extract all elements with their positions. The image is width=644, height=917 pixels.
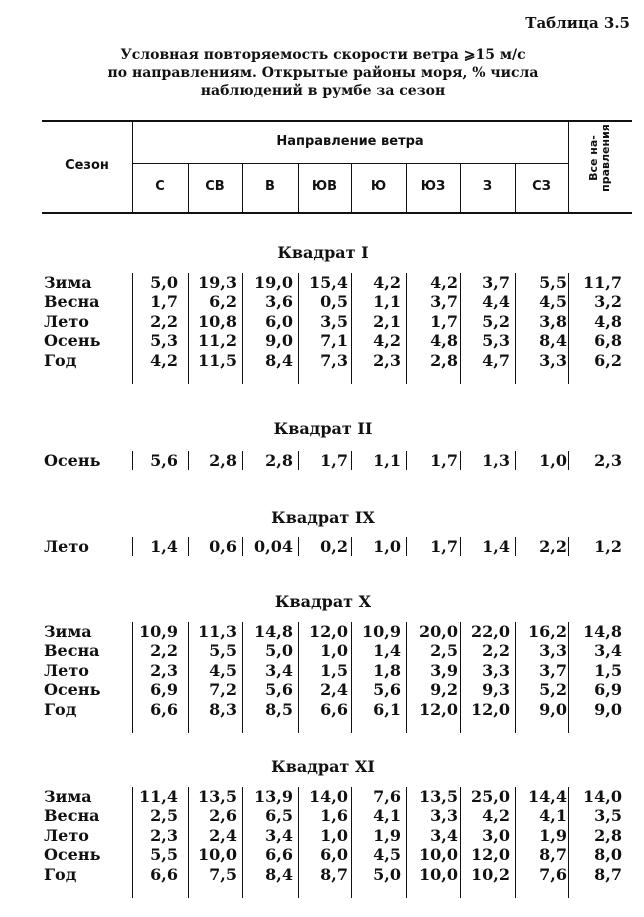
value-cell: 1,0 bbox=[539, 451, 567, 470]
value-cell: 1,4 bbox=[482, 537, 510, 556]
value-cell: 4,2 bbox=[373, 273, 401, 292]
value-cell: 3,4 bbox=[430, 825, 458, 845]
value-cell: 7,6 bbox=[539, 864, 567, 884]
value-cell: 3,8 bbox=[539, 311, 567, 331]
value-cell: 12,0 bbox=[309, 622, 348, 641]
value-cell: 2,3 bbox=[150, 825, 178, 845]
value-cell: 8,7 bbox=[320, 864, 348, 884]
value-cell: 7,2 bbox=[209, 680, 237, 700]
value-cell: 2,2 bbox=[150, 641, 178, 661]
value-cell: 14,4 bbox=[528, 787, 567, 806]
value-cell: 2,3 bbox=[594, 451, 622, 470]
value-cell: 1,7 bbox=[150, 292, 178, 312]
value-cell: 3,4 bbox=[594, 641, 622, 661]
value-cell: 0,6 bbox=[209, 537, 237, 556]
value-cell: 10,0 bbox=[419, 845, 458, 865]
title-line-2: по направлениям. Открытые районы моря, % числа bbox=[107, 65, 539, 81]
value-cell: 8,4 bbox=[265, 864, 293, 884]
value-cell: 2,8 bbox=[430, 350, 458, 370]
value-cell: 3,9 bbox=[430, 660, 458, 680]
value-cell: 5,2 bbox=[482, 311, 510, 331]
value-cell: 2,3 bbox=[373, 350, 401, 370]
value-cell: 8,4 bbox=[539, 331, 567, 351]
value-cell: 7,6 bbox=[373, 787, 401, 806]
value-cell: 4,2 bbox=[373, 331, 401, 351]
table-row bbox=[0, 622, 644, 641]
season-label: Зима bbox=[44, 622, 92, 641]
value-cell: 4,5 bbox=[539, 292, 567, 312]
value-cell: 9,2 bbox=[430, 680, 458, 700]
value-cell: 4,8 bbox=[430, 331, 458, 351]
value-cell: 1,9 bbox=[373, 825, 401, 845]
value-cell: 0,04 bbox=[254, 537, 293, 556]
value-cell: 1,7 bbox=[430, 537, 458, 556]
value-cell: 5,6 bbox=[373, 680, 401, 700]
value-cell: 1,7 bbox=[430, 311, 458, 331]
value-cell: 1,7 bbox=[320, 451, 348, 470]
value-cell: 8,0 bbox=[594, 845, 622, 865]
section-title: Квадрат I bbox=[277, 243, 369, 262]
value-cell: 9,0 bbox=[265, 331, 293, 351]
title-line-1: Условная повторяемость скорости ветра ⩾15 м/с bbox=[120, 47, 526, 63]
season-label: Осень bbox=[44, 331, 101, 351]
value-cell: 5,0 bbox=[373, 864, 401, 884]
value-cell: 13,5 bbox=[419, 787, 458, 806]
value-cell: 3,4 bbox=[265, 660, 293, 680]
value-cell: 6,9 bbox=[150, 680, 178, 700]
value-cell: 2,4 bbox=[320, 680, 348, 700]
value-cell: 1,5 bbox=[594, 660, 622, 680]
table-row bbox=[0, 700, 644, 719]
season-label: Лето bbox=[44, 825, 89, 845]
value-cell: 1,0 bbox=[373, 537, 401, 556]
value-cell: 3,7 bbox=[430, 292, 458, 312]
value-cell: 1,1 bbox=[373, 451, 401, 470]
season-label: Осень bbox=[44, 451, 101, 470]
value-cell: 19,0 bbox=[254, 273, 293, 292]
table-row bbox=[0, 273, 644, 292]
season-label: Год bbox=[44, 350, 77, 370]
season-label: Зима bbox=[44, 787, 92, 806]
value-cell: 4,4 bbox=[482, 292, 510, 312]
table-row bbox=[0, 351, 644, 370]
season-label: Осень bbox=[44, 845, 101, 865]
value-cell: 6,6 bbox=[150, 864, 178, 884]
value-cell: 2,4 bbox=[209, 825, 237, 845]
header-direction-3: В bbox=[265, 179, 275, 194]
value-cell: 10,0 bbox=[419, 864, 458, 884]
value-cell: 7,5 bbox=[209, 864, 237, 884]
value-cell: 4,2 bbox=[482, 806, 510, 826]
table-row bbox=[0, 806, 644, 825]
value-cell: 11,2 bbox=[198, 331, 237, 351]
season-label: Лето bbox=[44, 311, 89, 331]
value-cell: 15,4 bbox=[309, 273, 348, 292]
header-bottom-rule bbox=[42, 212, 632, 214]
value-cell: 13,9 bbox=[254, 787, 293, 806]
header-direction-4: ЮВ bbox=[311, 179, 338, 194]
value-cell: 6,0 bbox=[265, 311, 293, 331]
value-cell: 6,6 bbox=[320, 699, 348, 719]
value-cell: 6,8 bbox=[594, 331, 622, 351]
value-cell: 20,0 bbox=[419, 622, 458, 641]
season-label: Весна bbox=[44, 292, 100, 312]
season-label: Весна bbox=[44, 641, 100, 661]
value-cell: 7,1 bbox=[320, 331, 348, 351]
direction-group-rule bbox=[132, 163, 568, 164]
value-cell: 19,3 bbox=[198, 273, 237, 292]
value-cell: 22,0 bbox=[471, 622, 510, 641]
value-cell: 3,7 bbox=[539, 660, 567, 680]
value-cell: 0,2 bbox=[320, 537, 348, 556]
value-cell: 6,2 bbox=[209, 292, 237, 312]
season-label: Зима bbox=[44, 273, 92, 292]
table-row bbox=[0, 680, 644, 699]
value-cell: 11,3 bbox=[198, 622, 237, 641]
value-cell: 13,5 bbox=[198, 787, 237, 806]
value-cell: 4,8 bbox=[594, 311, 622, 331]
value-cell: 1,3 bbox=[482, 451, 510, 470]
value-cell: 3,5 bbox=[594, 806, 622, 826]
value-cell: 4,2 bbox=[430, 273, 458, 292]
value-cell: 5,3 bbox=[482, 331, 510, 351]
title-line-3: наблюдений в румбе за сезон bbox=[200, 83, 446, 99]
section-title: Квадрат X bbox=[274, 592, 372, 611]
value-cell: 8,4 bbox=[265, 350, 293, 370]
value-cell: 5,3 bbox=[150, 331, 178, 351]
value-cell: 14,0 bbox=[583, 787, 622, 806]
value-cell: 11,5 bbox=[198, 350, 237, 370]
value-cell: 5,0 bbox=[150, 273, 178, 292]
value-cell: 14,8 bbox=[583, 622, 622, 641]
value-cell: 14,8 bbox=[254, 622, 293, 641]
value-cell: 1,0 bbox=[320, 641, 348, 661]
season-label: Год bbox=[44, 864, 77, 884]
table-row bbox=[0, 661, 644, 680]
value-cell: 2,3 bbox=[150, 660, 178, 680]
value-cell: 8,5 bbox=[265, 699, 293, 719]
header-direction-6: ЮЗ bbox=[420, 179, 446, 194]
value-cell: 3,3 bbox=[482, 660, 510, 680]
value-cell: 6,2 bbox=[594, 350, 622, 370]
value-cell: 6,5 bbox=[265, 806, 293, 826]
header-all-directions: Все на- правления bbox=[587, 124, 612, 192]
table-row bbox=[0, 865, 644, 884]
value-cell: 10,9 bbox=[139, 622, 178, 641]
value-cell: 8,3 bbox=[209, 699, 237, 719]
table-row bbox=[0, 641, 644, 660]
value-cell: 6,1 bbox=[373, 699, 401, 719]
table-row bbox=[0, 537, 644, 556]
value-cell: 4,7 bbox=[482, 350, 510, 370]
value-cell: 2,5 bbox=[150, 806, 178, 826]
season-label: Лето bbox=[44, 537, 89, 556]
value-cell: 10,0 bbox=[198, 845, 237, 865]
table-row bbox=[0, 292, 644, 311]
value-cell: 2,2 bbox=[150, 311, 178, 331]
header-season: Сезон bbox=[65, 158, 109, 173]
header-direction-8: СЗ bbox=[532, 179, 551, 194]
value-cell: 2,5 bbox=[430, 641, 458, 661]
value-cell: 3,0 bbox=[482, 825, 510, 845]
table-title bbox=[40, 46, 606, 100]
value-cell: 3,3 bbox=[539, 641, 567, 661]
value-cell: 7,3 bbox=[320, 350, 348, 370]
value-cell: 16,2 bbox=[528, 622, 567, 641]
value-cell: 12,0 bbox=[419, 699, 458, 719]
header-direction-7: З bbox=[482, 179, 493, 194]
value-cell: 2,1 bbox=[373, 311, 401, 331]
season-label: Год bbox=[44, 699, 77, 719]
section-title: Квадрат XI bbox=[271, 757, 375, 776]
value-cell: 4,1 bbox=[539, 806, 567, 826]
value-cell: 5,5 bbox=[539, 273, 567, 292]
table-row bbox=[0, 451, 644, 470]
table-row bbox=[0, 787, 644, 806]
value-cell: 9,0 bbox=[539, 699, 567, 719]
section-title: Квадрат IX bbox=[271, 508, 375, 527]
value-cell: 11,7 bbox=[583, 273, 622, 292]
value-cell: 5,5 bbox=[209, 641, 237, 661]
value-cell: 3,7 bbox=[482, 273, 510, 292]
table-number: Таблица 3.5 bbox=[525, 14, 630, 32]
season-label: Весна bbox=[44, 806, 100, 826]
value-cell: 4,5 bbox=[373, 845, 401, 865]
value-cell: 6,0 bbox=[320, 845, 348, 865]
value-cell: 10,9 bbox=[362, 622, 401, 641]
value-cell: 1,1 bbox=[373, 292, 401, 312]
header-column-separator bbox=[568, 122, 569, 212]
value-cell: 3,2 bbox=[594, 292, 622, 312]
header-direction-2: СВ bbox=[205, 179, 225, 194]
value-cell: 5,5 bbox=[150, 845, 178, 865]
value-cell: 2,8 bbox=[265, 451, 293, 470]
value-cell: 12,0 bbox=[471, 845, 510, 865]
value-cell: 1,2 bbox=[594, 537, 622, 556]
value-cell: 1,4 bbox=[373, 641, 401, 661]
value-cell: 1,7 bbox=[430, 451, 458, 470]
value-cell: 6,6 bbox=[150, 699, 178, 719]
value-cell: 3,5 bbox=[320, 311, 348, 331]
season-label: Лето bbox=[44, 660, 89, 680]
value-cell: 2,2 bbox=[482, 641, 510, 661]
value-cell: 9,3 bbox=[482, 680, 510, 700]
value-cell: 8,7 bbox=[539, 845, 567, 865]
value-cell: 11,4 bbox=[139, 787, 178, 806]
value-cell: 5,2 bbox=[539, 680, 567, 700]
header-direction-group: Направление ветра bbox=[276, 134, 424, 149]
value-cell: 2,8 bbox=[209, 451, 237, 470]
value-cell: 2,8 bbox=[594, 825, 622, 845]
table-row bbox=[0, 331, 644, 350]
value-cell: 6,6 bbox=[265, 845, 293, 865]
value-cell: 1,6 bbox=[320, 806, 348, 826]
value-cell: 2,6 bbox=[209, 806, 237, 826]
value-cell: 14,0 bbox=[309, 787, 348, 806]
value-cell: 1,9 bbox=[539, 825, 567, 845]
season-label: Осень bbox=[44, 680, 101, 700]
value-cell: 1,0 bbox=[320, 825, 348, 845]
header-direction-5: Ю bbox=[370, 179, 387, 194]
header-top-rule bbox=[42, 120, 632, 122]
value-cell: 5,0 bbox=[265, 641, 293, 661]
value-cell: 10,2 bbox=[471, 864, 510, 884]
header-direction-1: С bbox=[155, 179, 165, 194]
value-cell: 8,7 bbox=[594, 864, 622, 884]
value-cell: 3,6 bbox=[265, 292, 293, 312]
section-title: Квадрат II bbox=[273, 419, 373, 438]
value-cell: 9,0 bbox=[594, 699, 622, 719]
value-cell: 12,0 bbox=[471, 699, 510, 719]
value-cell: 1,8 bbox=[373, 660, 401, 680]
table-row bbox=[0, 312, 644, 331]
value-cell: 6,9 bbox=[594, 680, 622, 700]
value-cell: 4,2 bbox=[150, 350, 178, 370]
value-cell: 5,6 bbox=[150, 451, 178, 470]
value-cell: 10,8 bbox=[198, 311, 237, 331]
value-cell: 3,4 bbox=[265, 825, 293, 845]
table-row bbox=[0, 845, 644, 864]
value-cell: 1,5 bbox=[320, 660, 348, 680]
table-row bbox=[0, 826, 644, 845]
value-cell: 25,0 bbox=[471, 787, 510, 806]
value-cell: 5,6 bbox=[265, 680, 293, 700]
value-cell: 3,3 bbox=[539, 350, 567, 370]
value-cell: 2,2 bbox=[539, 537, 567, 556]
value-cell: 1,4 bbox=[150, 537, 178, 556]
value-cell: 0,5 bbox=[320, 292, 348, 312]
value-cell: 3,3 bbox=[430, 806, 458, 826]
value-cell: 4,5 bbox=[209, 660, 237, 680]
value-cell: 4,1 bbox=[373, 806, 401, 826]
